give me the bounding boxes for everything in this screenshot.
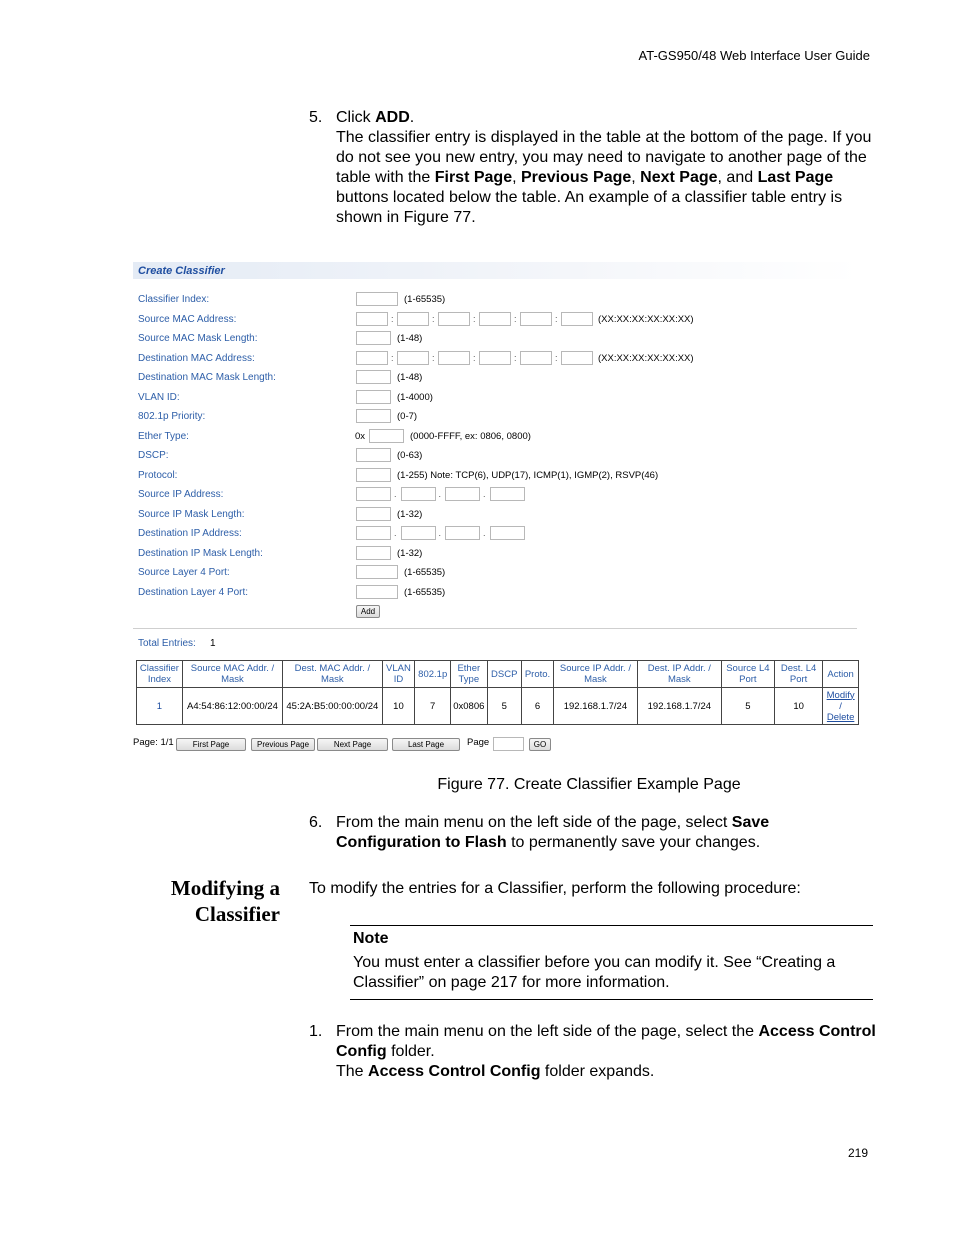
bold-text: Previous Page — [520, 169, 632, 186]
field-label: Destination IP Address: — [138, 528, 242, 539]
field-label: Source MAC Mask Length: — [138, 333, 258, 344]
running-header: AT-GS950/48 Web Interface User Guide — [638, 48, 870, 63]
field-input[interactable] — [356, 507, 391, 521]
classifier-table — [136, 660, 859, 725]
bold-text: First Page — [434, 169, 513, 186]
form-row — [133, 389, 859, 407]
step-text — [336, 108, 876, 228]
ip-octet-input[interactable] — [401, 487, 436, 501]
column-header: Source MAC Addr. / Mask — [182, 661, 282, 688]
field-label: DSCP: — [138, 450, 169, 461]
field-label: Ether Type: — [138, 430, 189, 442]
mac-octet-input[interactable] — [520, 312, 552, 326]
bold-text: Last Page — [757, 169, 834, 186]
field-label: Source IP Mask Length: — [138, 508, 245, 520]
action-cell — [823, 688, 859, 725]
field-label: Destination MAC Mask Length: — [138, 372, 276, 383]
delete-link[interactable]: Delete — [826, 711, 855, 723]
field-input[interactable] — [356, 585, 398, 599]
form-row — [133, 369, 859, 387]
table-cell: 5 — [721, 688, 774, 725]
table-cell: 5 — [487, 688, 522, 725]
form-row — [133, 311, 859, 329]
divider — [133, 628, 857, 629]
field-hint: (1-65535) — [404, 567, 446, 578]
form-row — [133, 564, 859, 582]
column-header: 802.1p — [415, 661, 451, 688]
field-hint: (1-4000) — [397, 391, 433, 403]
field-hint: (1-32) — [397, 508, 423, 520]
total-entries-label: Total Entries: — [138, 638, 196, 649]
bold-text: Save Configuration to Flash — [336, 814, 770, 851]
field-hint: (1-48) — [397, 333, 423, 344]
mac-separator: : — [391, 313, 394, 324]
field-input[interactable] — [356, 409, 391, 423]
table-cell: A4:54:86:12:00:00/24 — [182, 688, 282, 725]
mac-separator: : — [555, 313, 558, 324]
heading-line: Modifying a — [170, 876, 280, 900]
table-cell: 10 — [382, 688, 415, 725]
table-cell: 10 — [774, 688, 822, 725]
text: . — [409, 109, 415, 126]
hex-prefix: 0x — [355, 430, 366, 442]
mac-octet-input[interactable] — [479, 351, 511, 365]
page-label: Page — [467, 737, 490, 748]
form-row — [133, 330, 859, 348]
ip-octet-input[interactable] — [445, 526, 480, 540]
field-hint: (XX:XX:XX:XX:XX:XX) — [598, 352, 694, 364]
action-separator: / — [839, 700, 842, 712]
field-hint: (1-65535) — [404, 294, 446, 305]
form-row — [133, 350, 859, 368]
first-page-button[interactable]: First Page — [176, 738, 246, 751]
mac-octet-input[interactable] — [561, 312, 593, 326]
ip-octet-input[interactable] — [490, 526, 525, 540]
mac-octet-input[interactable] — [356, 351, 388, 365]
text: From the main menu on the left side of the page, select the — [336, 1023, 759, 1040]
text: folder. — [386, 1043, 435, 1060]
note-box — [350, 925, 873, 1000]
ip-octet-input[interactable] — [490, 487, 525, 501]
bold-text: Next Page — [640, 169, 718, 186]
table-header-row — [137, 661, 859, 688]
form-row — [133, 291, 859, 309]
previous-page-button[interactable]: Previous Page — [251, 738, 315, 751]
add-button[interactable]: Add — [356, 605, 380, 618]
go-button[interactable]: GO — [529, 738, 551, 751]
mac-octet-input[interactable] — [561, 351, 593, 365]
mac-separator: : — [473, 313, 476, 324]
column-header: Dest. L4 Port — [774, 661, 822, 688]
create-classifier-figure — [133, 262, 859, 757]
field-input[interactable] — [356, 448, 391, 462]
field-input[interactable] — [356, 565, 398, 579]
field-hint: (0-63) — [397, 450, 423, 461]
form-row — [133, 525, 859, 543]
form-row — [133, 584, 859, 602]
form-row — [133, 447, 859, 465]
step-text — [336, 1022, 876, 1082]
column-header: VLAN ID — [382, 661, 415, 688]
ip-octet-input[interactable] — [401, 526, 436, 540]
ip-separator: . — [438, 528, 442, 538]
figure-caption: Figure 77. Create Classifier Example Page — [437, 776, 741, 793]
mac-separator: : — [432, 313, 435, 324]
form-row — [133, 506, 859, 524]
text: From the main menu on the left side of the page, select — [336, 814, 732, 831]
field-hint: (0000-FFFF, ex: 0806, 0800) — [410, 430, 531, 442]
field-input[interactable] — [356, 331, 391, 345]
table-cell: 6 — [522, 688, 554, 725]
column-header: Proto. — [522, 661, 554, 688]
modify-link[interactable]: Modify — [826, 689, 855, 701]
step-number: 5. — [309, 109, 323, 126]
mac-octet-input[interactable] — [479, 312, 511, 326]
form-row — [133, 467, 859, 485]
next-page-button[interactable]: Next Page — [317, 738, 388, 751]
mac-octet-input[interactable] — [438, 312, 470, 326]
field-hint: (0-7) — [397, 411, 418, 422]
text: , — [631, 169, 641, 186]
page-indicator: Page: 1/1 — [133, 737, 174, 748]
ip-octet-input[interactable] — [356, 526, 391, 540]
mac-octet-input[interactable] — [356, 312, 388, 326]
text: to permanently save your changes. — [506, 834, 761, 851]
column-header: Ether Type — [451, 661, 487, 688]
mac-separator: : — [514, 352, 517, 363]
text: The — [336, 1063, 369, 1080]
ether-type-input[interactable] — [369, 429, 404, 443]
ip-octet-input[interactable] — [445, 487, 480, 501]
ip-separator: . — [483, 489, 486, 499]
field-hint: (1-255) Note: TCP(6), UDP(17), ICMP(1), IGMP(2), RSVP(46) — [397, 469, 659, 481]
ip-separator: . — [483, 528, 486, 538]
page-number: 219 — [847, 1146, 868, 1160]
heading-line: Classifier — [194, 902, 280, 926]
column-header: Dest. MAC Addr. / Mask — [283, 661, 383, 688]
mac-separator: : — [391, 352, 394, 363]
column-header: DSCP — [487, 661, 522, 688]
field-hint: (1-32) — [397, 547, 423, 559]
field-label: Destination Layer 4 Port: — [138, 586, 249, 598]
field-label: Source IP Address: — [138, 489, 224, 500]
field-input[interactable] — [356, 370, 391, 384]
step-number: 1. — [309, 1023, 323, 1040]
text: folder expands. — [540, 1063, 655, 1080]
mac-octet-input[interactable] — [438, 351, 470, 365]
text: , — [512, 169, 521, 186]
note-title: Note — [353, 930, 389, 947]
figure-title: Create Classifier — [138, 265, 225, 277]
form-row — [133, 486, 859, 504]
field-label: Protocol: — [138, 469, 178, 481]
field-input[interactable] — [356, 546, 391, 560]
table-cell: 7 — [415, 688, 451, 725]
step-number: 6. — [309, 814, 323, 831]
step-text — [336, 813, 876, 853]
field-label: Source MAC Address: — [138, 313, 237, 325]
mac-separator: : — [432, 352, 435, 363]
field-label: 802.1p Priority: — [138, 411, 206, 422]
mac-separator: : — [555, 352, 558, 363]
field-hint: (1-48) — [397, 372, 423, 383]
figure-title-bar — [133, 262, 859, 279]
text: The classifier entry is displayed in the table at the bottom of the page. If you do not see you new entry, you may need to navigate to another page of the table with the — [336, 129, 872, 186]
field-label: Destination IP Mask Length: — [138, 547, 263, 559]
ip-separator: . — [394, 489, 397, 499]
text: buttons located below the table. An example of a classifier table entry is shown in Figure 77. — [336, 189, 843, 226]
field-label: Classifier Index: — [138, 294, 210, 305]
bold-text: Access Control Config — [336, 1023, 876, 1060]
field-label: Destination MAC Address: — [138, 352, 255, 364]
column-header: Action — [823, 661, 859, 688]
field-input[interactable] — [356, 292, 398, 306]
column-header: Source L4 Port — [721, 661, 774, 688]
text: Click — [336, 109, 376, 126]
section-intro: To modify the entries for a Classifier, perform the following procedure: — [309, 880, 801, 897]
form-row — [133, 408, 859, 426]
field-hint: (XX:XX:XX:XX:XX:XX) — [598, 313, 694, 325]
table-cell: 192.168.1.7/24 — [637, 688, 721, 725]
mac-octet-input[interactable] — [397, 312, 429, 326]
table-row — [137, 688, 859, 725]
mac-separator: : — [514, 313, 517, 324]
page-input[interactable] — [493, 737, 524, 751]
mac-octet-input[interactable] — [520, 351, 552, 365]
column-header: Dest. IP Addr. / Mask — [637, 661, 721, 688]
form-row — [133, 545, 859, 563]
ip-separator: . — [394, 528, 397, 538]
column-header: Classifier Index — [137, 661, 183, 688]
last-page-button[interactable]: Last Page — [392, 738, 460, 751]
column-header: Source IP Addr. / Mask — [553, 661, 637, 688]
bold-text: Access Control Config — [368, 1063, 541, 1080]
note-text: You must enter a classifier before you can modify it. See “Creating a Classifier” on page 217 for more information. — [353, 954, 836, 991]
field-label: Source Layer 4 Port: — [138, 567, 230, 578]
table-cell: 192.168.1.7/24 — [553, 688, 637, 725]
ip-octet-input[interactable] — [356, 487, 391, 501]
bold-text: ADD — [375, 109, 410, 126]
table-cell: 1 — [137, 688, 183, 725]
field-label: VLAN ID: — [138, 391, 180, 403]
mac-separator: : — [473, 352, 476, 363]
form-row — [133, 428, 859, 446]
field-input[interactable] — [356, 390, 391, 404]
ip-separator: . — [438, 489, 442, 499]
field-hint: (1-65535) — [404, 586, 446, 598]
total-entries-value: 1 — [210, 638, 216, 649]
text: , and — [717, 169, 758, 186]
table-cell: 45:2A:B5:00:00:00/24 — [283, 688, 383, 725]
mac-octet-input[interactable] — [397, 351, 429, 365]
section-heading — [140, 875, 280, 927]
field-input[interactable] — [356, 468, 391, 482]
table-cell: 0x0806 — [451, 688, 487, 725]
